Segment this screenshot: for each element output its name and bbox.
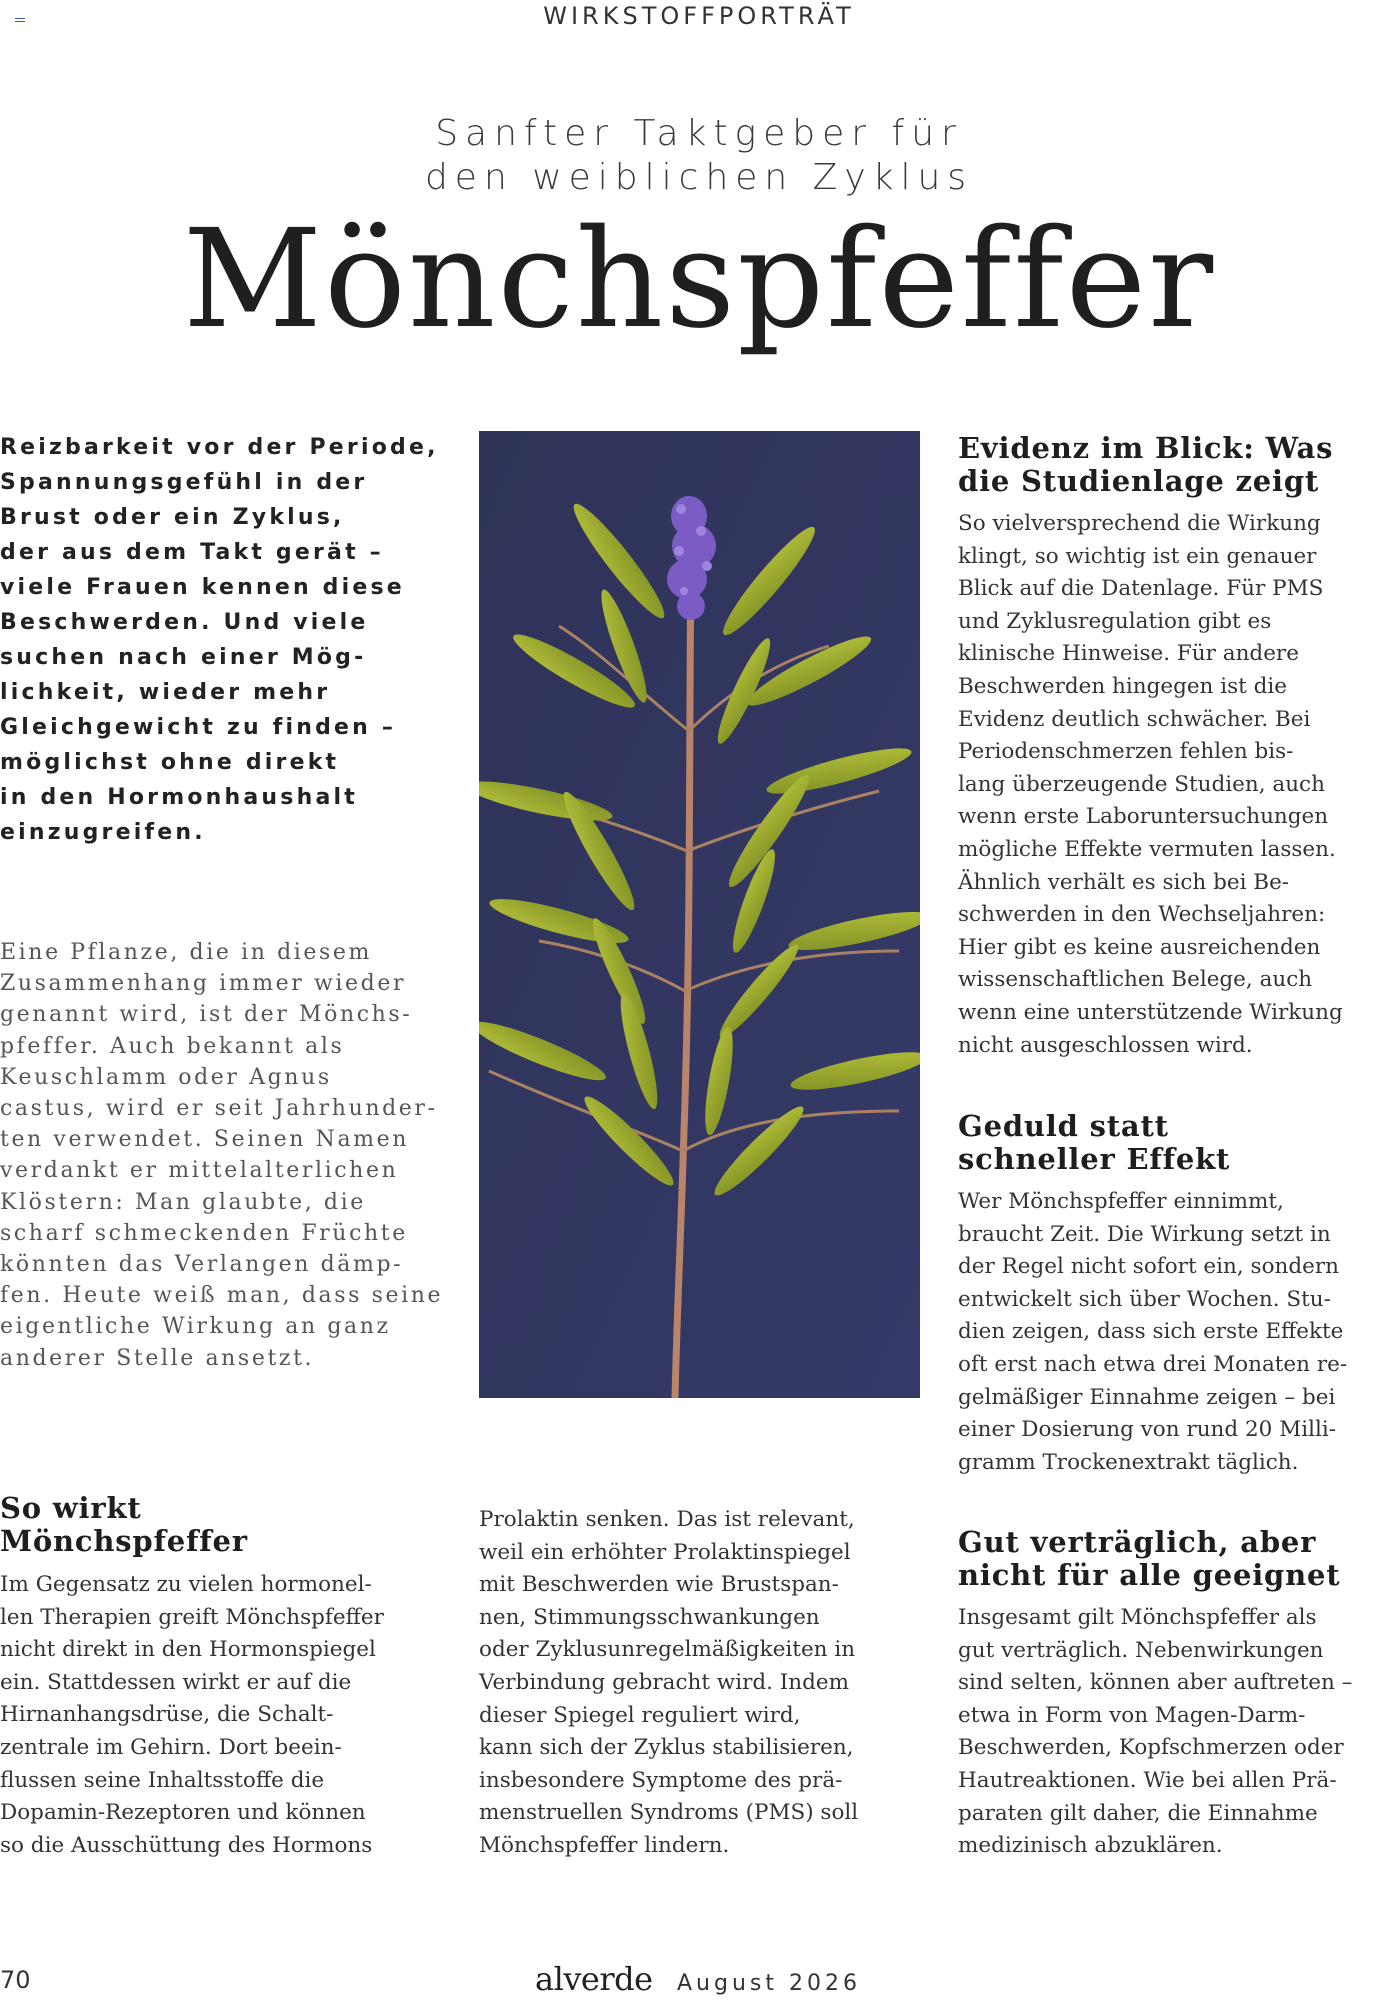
text-line: Ähnlich verhält es sich bei Be- bbox=[958, 869, 1290, 895]
text-line: nicht für alle geeignet bbox=[958, 1558, 1341, 1592]
text-line: könnten das Verlangen dämp- bbox=[0, 1252, 404, 1278]
text-line: scharf schmeckenden Früchte bbox=[0, 1220, 408, 1246]
text-line: insbesondere Symptome des prä- bbox=[479, 1767, 843, 1793]
text-line: Eine Pflanze, die in diesem bbox=[0, 940, 372, 965]
subtitle-line: Sanfter Taktgeber für bbox=[435, 113, 963, 154]
text-line: Mönchspfeffer bbox=[0, 1524, 248, 1558]
monks-pepper-plant-image bbox=[479, 431, 920, 1398]
text-line: möglichst ohne direkt bbox=[0, 750, 340, 775]
lead-paragraph bbox=[0, 430, 440, 850]
subtitle-line: den weiblichen Zyklus bbox=[424, 157, 974, 198]
text-line: fen. Heute weiß man, dass seine bbox=[0, 1283, 444, 1309]
text-line: Reizbarkeit vor der Periode, bbox=[0, 435, 439, 460]
text-line: Geduld statt bbox=[958, 1109, 1169, 1143]
text-line: eigentliche Wirkung an ganz bbox=[0, 1314, 391, 1340]
text-line: der aus dem Takt gerät – bbox=[0, 540, 384, 565]
text-line: nen, Stimmungsschwankungen bbox=[479, 1604, 820, 1630]
text-line: Blick auf die Datenlage. Für PMS bbox=[958, 576, 1324, 602]
text-line: Beschwerden. Und viele bbox=[0, 610, 369, 635]
article-subtitle bbox=[0, 112, 1398, 200]
text-line: Keuschlamm oder Agnus bbox=[0, 1064, 332, 1090]
so-wirkt-paragraph-part1 bbox=[0, 1569, 440, 1862]
text-line: Hautreaktionen. Wie bei allen Prä- bbox=[958, 1767, 1337, 1793]
text-line: Brust oder ein Zyklus, bbox=[0, 505, 345, 530]
text-line: klinische Hinweise. Für andere bbox=[958, 641, 1299, 667]
text-line: dien zeigen, dass sich erste Effekte bbox=[958, 1319, 1344, 1345]
heading-vertraeglich bbox=[958, 1526, 1398, 1592]
text-line: medizinisch abzuklären. bbox=[958, 1833, 1223, 1859]
text-line: Klöstern: Man glaubte, die bbox=[0, 1189, 366, 1215]
plant-photo bbox=[479, 431, 920, 1398]
text-line: viele Frauen kennen diese bbox=[0, 575, 405, 600]
text-line: die Studienlage zeigt bbox=[958, 464, 1320, 498]
text-line: einzugreifen. bbox=[0, 820, 206, 845]
text-line: Gleichgewicht zu finden – bbox=[0, 715, 397, 740]
vertraeglich-paragraph bbox=[958, 1602, 1398, 1863]
text-line: schwerden in den Wechseljahren: bbox=[958, 902, 1326, 928]
page-number: 70 bbox=[0, 1966, 31, 1994]
text-line: nicht ausgeschlossen wird. bbox=[958, 1032, 1253, 1058]
heading-evidenz bbox=[958, 432, 1398, 498]
text-line: wenn eine unterstützende Wirkung bbox=[958, 999, 1343, 1025]
text-line: genannt wird, ist der Mönchs- bbox=[0, 1002, 413, 1028]
text-line: mögliche Effekte vermuten lassen. bbox=[958, 836, 1336, 862]
text-line: mit Beschwerden wie Brustspan- bbox=[479, 1572, 839, 1598]
text-line: gut verträglich. Nebenwirkungen bbox=[958, 1637, 1324, 1663]
text-line: pfeffer. Auch bekannt als bbox=[0, 1033, 345, 1059]
text-line: und Zyklusregulation gibt es bbox=[958, 608, 1272, 634]
text-line: Mönchspfeffer lindern. bbox=[479, 1832, 730, 1858]
text-line: flussen seine Inhaltsstoffe die bbox=[0, 1767, 325, 1793]
text-line: etwa in Form von Magen-Darm- bbox=[958, 1702, 1306, 1728]
text-line: wenn erste Laboruntersuchungen bbox=[958, 804, 1329, 830]
text-line: Dopamin-Rezeptoren und können bbox=[0, 1800, 366, 1826]
text-line: So vielversprechend die Wirkung bbox=[958, 511, 1321, 536]
text-line: menstruellen Syndroms (PMS) soll bbox=[479, 1800, 859, 1826]
text-line: zentrale im Gehirn. Dort beein- bbox=[0, 1734, 342, 1760]
text-line: weil ein erhöhter Prolaktinspiegel bbox=[479, 1539, 851, 1565]
text-line: Verbindung gebracht wird. Indem bbox=[479, 1669, 850, 1695]
text-line: schneller Effekt bbox=[958, 1142, 1231, 1176]
text-line: len Therapien greift Mönchspfeffer bbox=[0, 1604, 384, 1630]
text-line: oder Zyklusunregelmäßigkeiten in bbox=[479, 1637, 856, 1663]
text-line: gelmäßiger Einnahme zeigen – bei bbox=[958, 1384, 1336, 1410]
text-line: Wer Mönchspfeffer einnimmt, bbox=[958, 1189, 1284, 1214]
text-line: nicht direkt in den Hormonspiegel bbox=[0, 1637, 376, 1663]
text-line: paraten gilt daher, die Einnahme bbox=[958, 1800, 1318, 1826]
article-title: Mönchspfeffer bbox=[182, 201, 1216, 359]
heading-so-wirkt bbox=[0, 1492, 440, 1558]
intro-paragraph bbox=[0, 937, 444, 1374]
text-line: klingt, so wichtig ist ein genauer bbox=[958, 543, 1317, 569]
brand-logo: alverde bbox=[535, 1960, 653, 1998]
text-line: sind selten, können aber auftreten – bbox=[958, 1670, 1353, 1696]
so-wirkt-paragraph-part2 bbox=[479, 1504, 919, 1863]
text-line: Beschwerden hingegen ist die bbox=[958, 673, 1287, 699]
text-line: wissenschaftlichen Belege, auch bbox=[958, 967, 1313, 993]
text-line: Zusammenhang immer wieder bbox=[0, 971, 407, 997]
text-line: einer Dosierung von rund 20 Milli- bbox=[958, 1417, 1336, 1443]
text-line: verdankt er mittelalterlichen bbox=[0, 1158, 399, 1184]
text-line: in den Hormonhaushalt bbox=[0, 785, 358, 810]
geduld-paragraph bbox=[958, 1186, 1398, 1479]
text-line: Spannungsgefühl in der bbox=[0, 470, 368, 495]
text-line: Gut verträglich, aber bbox=[958, 1525, 1317, 1559]
text-line: so die Ausschüttung des Hormons bbox=[0, 1832, 373, 1858]
text-line: kann sich der Zyklus stabilisieren, bbox=[479, 1735, 854, 1761]
text-line: der Regel nicht sofort ein, sondern bbox=[958, 1254, 1339, 1280]
text-line: So wirkt bbox=[0, 1491, 142, 1525]
text-line: oft erst nach etwa drei Monaten re- bbox=[958, 1351, 1348, 1377]
text-line: Beschwerden, Kopfschmerzen oder bbox=[958, 1735, 1344, 1761]
text-line: Evidenz deutlich schwächer. Bei bbox=[958, 706, 1311, 732]
text-line: entwickelt sich über Wochen. Stu- bbox=[958, 1286, 1331, 1312]
text-line: Evidenz im Blick: Was bbox=[958, 431, 1334, 465]
text-line: Periodenschmerzen fehlen bis- bbox=[958, 739, 1294, 765]
text-line: gramm Trockenextrakt täglich. bbox=[958, 1449, 1299, 1475]
text-line: ein. Stattdessen wirkt er auf die bbox=[0, 1669, 352, 1695]
text-line: lichkeit, wieder mehr bbox=[0, 680, 331, 705]
text-line: ten verwendet. Seinen Namen bbox=[0, 1127, 410, 1153]
issue-date: August 2026 bbox=[677, 1971, 861, 1996]
evidenz-paragraph bbox=[958, 508, 1398, 1062]
section-kicker: WIRKSTOFFPORTRÄT bbox=[543, 2, 855, 30]
heading-geduld bbox=[958, 1110, 1398, 1176]
text-line: braucht Zeit. Die Wirkung setzt in bbox=[958, 1221, 1331, 1247]
text-line: dieser Spiegel reguliert wird, bbox=[479, 1702, 801, 1728]
text-line: Hier gibt es keine ausreichenden bbox=[958, 934, 1321, 960]
text-line: castus, wird er seit Jahrhunder- bbox=[0, 1096, 438, 1122]
text-line: Insgesamt gilt Mönchspfeffer als bbox=[958, 1605, 1317, 1630]
text-line: anderer Stelle ansetzt. bbox=[0, 1345, 315, 1371]
text-line: Prolaktin senken. Das ist relevant, bbox=[479, 1507, 855, 1532]
text-line: lang überzeugende Studien, auch bbox=[958, 771, 1325, 797]
text-line: suchen nach einer Mög- bbox=[0, 645, 367, 670]
text-line: Im Gegensatz zu vielen hormonel- bbox=[0, 1572, 372, 1597]
text-line: Hirnanhangsdrüse, die Schalt- bbox=[0, 1702, 334, 1728]
